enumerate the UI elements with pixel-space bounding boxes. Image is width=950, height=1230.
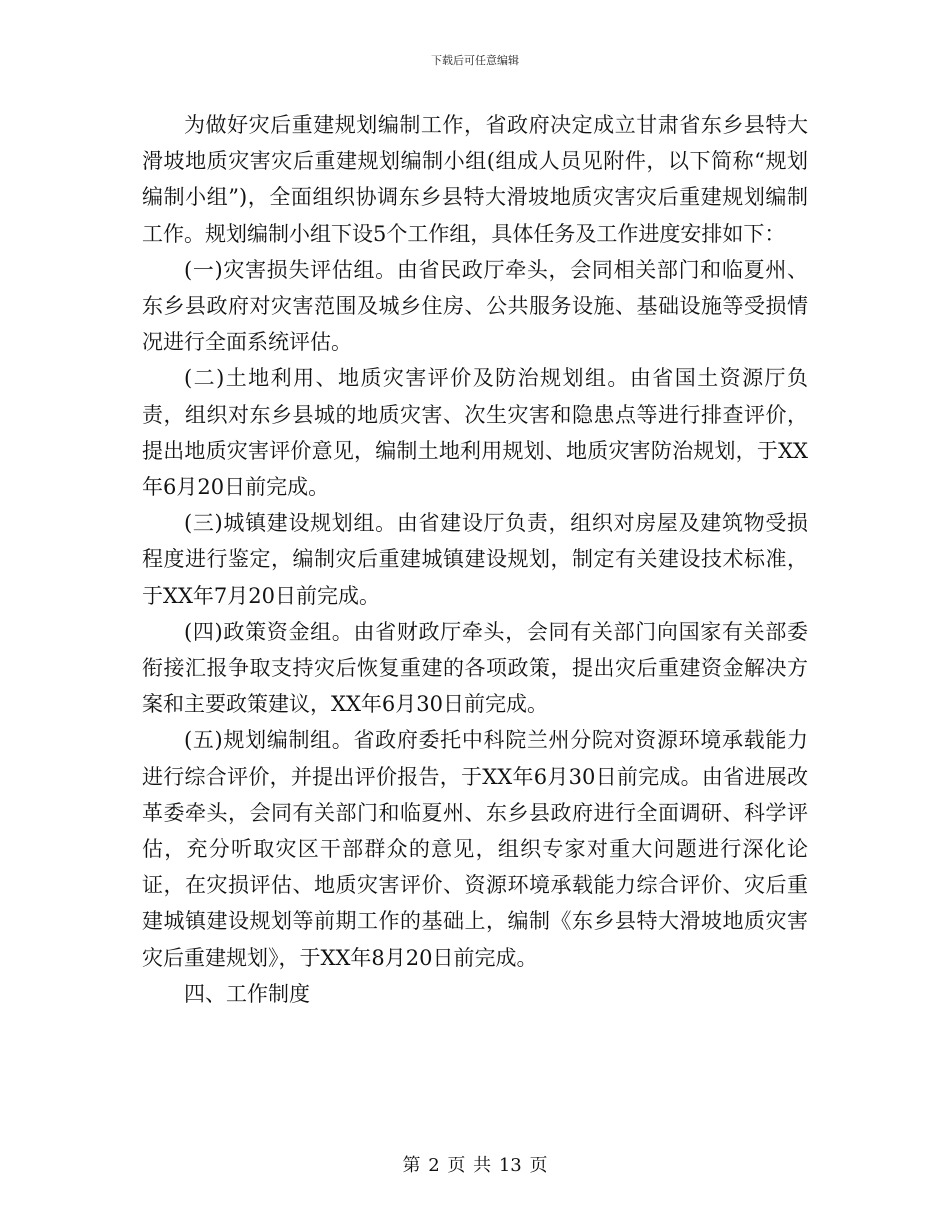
page-header-note: 下载后可任意编辑 <box>431 54 519 67</box>
group-5-paragraph: (五)规划编制组。省政府委托中科院兰州分院对资源环境承载能力进行综合评价，并提出评价报告，于XX年6月30日前完成。由省进展改革委牵头，会同有关部门和临夏州、东乡县政府进行全面调研、科学评估，充分听取灾区干部群众的意见，组织专家对重大问题进行深化论证，在灾损评估、地质灾害评价、资源环境承载能力综合评价、灾后重建城镇建设规划等前期工作的基础上，编制《东乡县特大滑坡地质灾害灾后重建规划》，于XX年8月20日前完成。 <box>142 728 808 970</box>
group-1-paragraph: (一)灾害损失评估组。由省民政厅牵头，会同相关部门和临夏州、东乡县政府对灾害范围及城乡住房、公共服务设施、基础设施等受损情况进行全面系统评估。 <box>142 257 808 355</box>
group-2-paragraph: (二)土地利用、地质灾害评价及防治规划组。由省国土资源厅负责，组织对东乡县城的地质灾害、次生灾害和隐患点等进行排查评价，提出地质灾害评价意见，编制土地利用规划、地质灾害防治规划，于XX年6月20日前完成。 <box>142 366 808 500</box>
group-3-paragraph: (三)城镇建设规划组。由省建设厅负责，组织对房屋及建筑物受损程度进行鉴定，编制灾后重建城镇建设规划，制定有关建设技术标准，于XX年7月20日前完成。 <box>142 511 808 608</box>
intro-paragraph: 为做好灾后重建规划编制工作，省政府决定成立甘肃省东乡县特大滑坡地质灾害灾后重建规划编制小组(组成人员见附件，以下简称“规划编制小组”)，全面组织协调东乡县特大滑坡地质灾害灾后重建规划编制工作。规划编制小组下设5个工作组，具体任务及工作进度安排如下： <box>142 113 808 246</box>
page-number: 第 2 页 共 13 页 <box>402 1155 548 1176</box>
group-4-paragraph: (四)政策资金组。由省财政厅牵头，会同有关部门向国家有关部委衔接汇报争取支持灾后恢复重建的各项政策，提出灾后重建资金解决方案和主要政策建议，XX年6月30日前完成。 <box>142 619 808 717</box>
section-heading: 四、工作制度 <box>184 981 310 1006</box>
document-body <box>142 107 808 1012</box>
